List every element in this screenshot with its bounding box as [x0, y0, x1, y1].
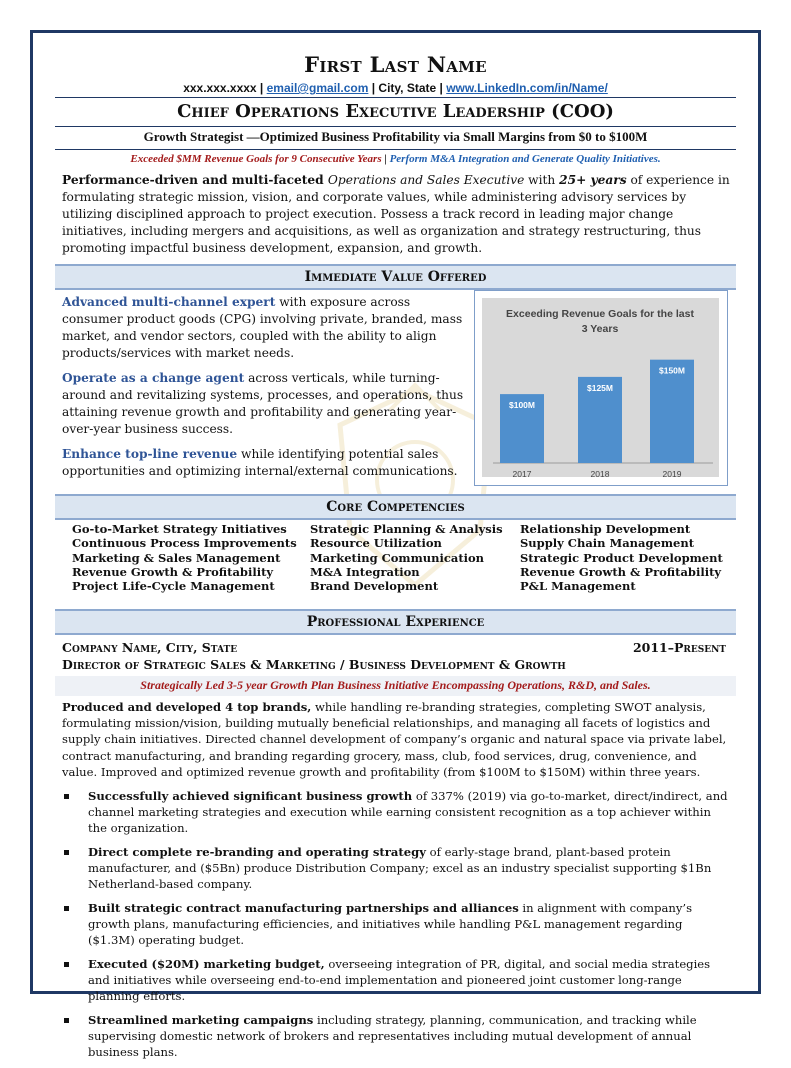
- list-item: [62, 788, 728, 837]
- value-point-text: with exposure across consumer product goods (CPG) involving private, branded, mass market, and vendor sectors, coupled with the ability to align products/services with market needs.: [62, 295, 463, 360]
- chart-tick-label: 2019: [662, 469, 682, 479]
- chart-title-line1: Exceeding Revenue Goals for the last: [506, 308, 694, 320]
- chart-tick-label: 2018: [590, 469, 610, 479]
- bullet-icon: [64, 794, 69, 799]
- chart-data-label: $100M: [509, 400, 535, 411]
- competency-column-2: [310, 522, 503, 593]
- achievement-lead: Executed ($20M) marketing budget,: [88, 957, 325, 971]
- revenue-chart-svg: [475, 291, 726, 484]
- competency-item: Relationship Development: [520, 522, 691, 536]
- value-point-lead: Enhance top-line revenue: [62, 447, 238, 461]
- section-heading-competencies: Core Competencies: [55, 494, 736, 520]
- accomplishment-revenue: Exceeded $MM Revenue Goals for 9 Consecutive Years: [130, 153, 382, 165]
- accomplishment-separator: |: [381, 153, 390, 165]
- value-point-lead: Advanced multi-channel expert: [62, 295, 276, 309]
- competency-item: Continuous Process Improvements: [72, 536, 297, 551]
- bullet-icon: [64, 1018, 69, 1023]
- achievement-text: including strategy, planning, communication, and tracking while supervising domestic network of brokers and representatives including mutual development of annual business plans.: [88, 1013, 697, 1060]
- list-item: [62, 844, 728, 893]
- competency-item: Go-to-Market Strategy Initiatives: [72, 522, 287, 536]
- list-item: [62, 1012, 728, 1061]
- competency-item: Project Life-Cycle Management: [72, 579, 275, 594]
- achievement-lead: Built strategic contract manufacturing partnerships and alliances: [88, 901, 519, 915]
- competency-item: Marketing & Sales Management: [72, 550, 281, 565]
- job-company: Company Name, City, State: [62, 640, 238, 655]
- competency-item: M&A Integration: [310, 564, 420, 579]
- bullet-icon: [64, 962, 69, 967]
- value-points: [62, 294, 467, 488]
- chart-data-label: $125M: [587, 382, 613, 393]
- bullet-icon: [64, 850, 69, 855]
- value-point-lead: Operate as a change agent: [62, 371, 245, 385]
- section-heading-experience: Professional Experience: [55, 609, 736, 635]
- competency-item: Marketing Communication: [310, 550, 485, 565]
- job-intro-body: while handling re-branding strategies, completing SWOT analysis, formulating mission/vision, building mutually beneficial relationships, and managing all facets of logistics and supply chain initiatives. Directed channel development of company’s organic and natural space via private label, contract manufacturing, and branding regarding grocery, mass, club, food services, drug, convenience, and value. Improved and optimized revenue growth and profitability (from $100M to $150M) within three years.: [62, 700, 727, 779]
- job-dates: 2011–Present: [632, 640, 726, 655]
- revenue-chart: [474, 290, 728, 486]
- location-text: | City, State |: [368, 81, 447, 95]
- summary-role: Operations and Sales Executive: [327, 173, 525, 187]
- contact-separator: |: [256, 81, 267, 95]
- professional-summary: [62, 172, 730, 257]
- value-point: [62, 294, 467, 362]
- value-point-text: across verticals, while turning-around and revitalizing systems, processes, and operations, thus attaining revenue growth and profitability and generating year-over-year business success.: [62, 371, 464, 436]
- achievement-text: in alignment with company’s growth plans, manufacturing efficiencies, and initiatives while handling P&L management regarding ($1.3M) operating budget.: [88, 901, 693, 948]
- candidate-name: First Last Name: [304, 52, 487, 77]
- summary-body: of experience in formulating strategic mission, vision, and corporate values, while administering advisory services by utilizing disciplined approach to project execution. Possess a track record in leading major change initiatives, including mergers and acquisitions, as well as organization and strategy restructuring, thus promoting impactful business development, expansion, and growth.: [62, 173, 730, 255]
- accomplishment-integration: Perform M&A Integration and Generate Quality Initiatives.: [389, 153, 661, 165]
- achievement-lead: Direct complete re-branding and operating strategy: [88, 845, 426, 859]
- job-intro: [62, 699, 728, 780]
- competency-item: Resource Utilization: [310, 536, 442, 551]
- achievement-text: overseeing integration of PR, digital, and social media strategies and initiatives while overseeing end-to-end implementation and pioneered joint customer long-range planning efforts.: [88, 957, 711, 1004]
- section-heading-value: Immediate Value Offered: [55, 264, 736, 290]
- resume-subtitle: Growth Strategist —Optimized Business Profitability via Small Margins from $0 to $100M: [143, 129, 648, 144]
- summary-years: 25+ years: [559, 173, 627, 187]
- competency-item: Revenue Growth & Profitability: [72, 564, 274, 579]
- subtitle-divider: [55, 149, 736, 150]
- chart-data-label: $150M: [659, 365, 685, 376]
- competency-column-3: [520, 522, 723, 593]
- competency-column-1: [72, 522, 297, 593]
- chart-title-line2: 3 Years: [581, 323, 619, 335]
- chart-tick-label: 2017: [512, 469, 532, 479]
- competency-item: Strategic Product Development: [520, 550, 723, 565]
- competency-item: Revenue Growth & Profitability: [520, 564, 722, 579]
- job-company-row: [62, 640, 726, 655]
- list-item: [62, 956, 728, 1005]
- achievement-lead: Successfully achieved significant business growth: [88, 789, 413, 803]
- resume-title: Chief Operations Executive Leadership (COO): [177, 101, 614, 122]
- header-divider: [55, 97, 736, 98]
- job-role: Director of Strategic Sales & Marketing / Business Development & Growth: [62, 657, 566, 672]
- value-point-text: while identifying potential sales opportunities and optimizing internal/external communications.: [62, 447, 458, 478]
- email-link[interactable]: email@gmail.com: [266, 81, 369, 95]
- achievement-text: of 337% (2019) via go-to-market, direct/indirect, and channel marketing strategies and execution while earning consistent recognition as a top achiever within the organization.: [88, 789, 728, 836]
- title-divider: [55, 126, 736, 127]
- achievement-lead: Streamlined marketing campaigns: [88, 1013, 314, 1027]
- linkedin-link[interactable]: www.LinkedIn.com/in/Name/: [446, 81, 608, 95]
- competency-item: Brand Development: [310, 579, 439, 594]
- job-tagline: Strategically Led 3-5 year Growth Plan Business Initiative Encompassing Operations, R&D, and Sales.: [55, 676, 736, 696]
- bullet-icon: [64, 906, 69, 911]
- competency-item: P&L Management: [520, 579, 636, 594]
- job-intro-lead: Produced and developed 4 top brands,: [62, 700, 312, 714]
- summary-connector: with: [524, 173, 560, 187]
- phone-number: xxx.xxx.xxxx: [183, 81, 257, 95]
- summary-lead: Performance-driven and multi-faceted: [62, 173, 328, 187]
- competency-item: Strategic Planning & Analysis: [310, 522, 503, 536]
- value-point: [62, 446, 467, 480]
- contact-line: [0, 81, 791, 95]
- competency-item: Supply Chain Management: [520, 536, 695, 551]
- achievement-text: of early-stage brand, plant-based protein manufacturer, and ($5Bn) produce Distribution Company; excel as an industry specialist supporting $1Bn Netherland-based company.: [88, 845, 712, 892]
- list-item: [62, 900, 728, 949]
- value-point: [62, 370, 467, 438]
- job-achievements: [62, 788, 728, 1068]
- key-accomplishments: [0, 153, 791, 165]
